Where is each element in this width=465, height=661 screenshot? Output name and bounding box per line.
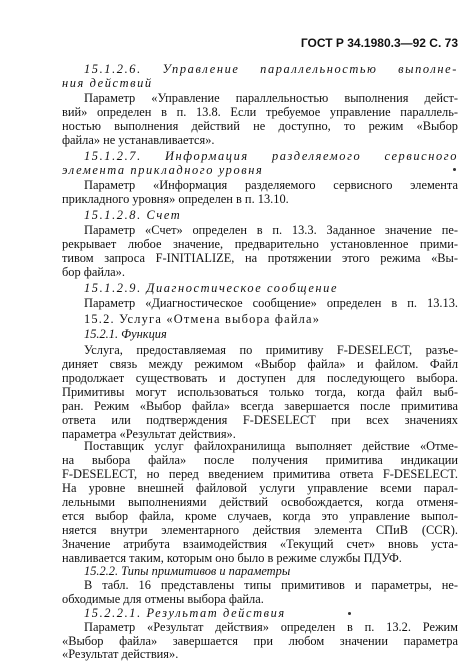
paragraph-line: Значение атрибута взаимодействия «Текущий счет» вновь уста-	[62, 537, 458, 551]
paragraph-line: Параметр «Счет» определен в п. 13.3. Заданное значение пе-	[84, 223, 458, 237]
print-speck	[453, 168, 456, 171]
paragraph-line: тивом запроса F-INITIALIZE, на протяжении этого режима «Вы-	[62, 251, 458, 265]
paragraph-line: Параметр «Управление параллельностью выполнения дейст-	[84, 91, 458, 105]
paragraph-line: рекрывает любое значение, предварительно установленное прими-	[62, 237, 458, 251]
paragraph-line: На уровне внешней файловой услуги управление всеми парал-	[62, 481, 458, 495]
heading-15-1-2-6: 15.1.2.6. Управление параллельностью выполне-	[84, 62, 458, 76]
heading-15-1-2-8: 15.1.2.8. Счет	[84, 208, 182, 222]
paragraph-line: F-DESELECT, но перед введением примитива ответа F-DESELECT.	[62, 467, 458, 481]
paragraph-line: вий» определен в п. 13.8. Если требуемое управление параллель-	[62, 105, 458, 119]
paragraph-line: на выбора файла» после получения примитива индикации	[62, 453, 458, 467]
paragraph-line: прикладного уровня» определен в п. 13.10.	[62, 192, 289, 206]
paragraph-line: Параметр «Диагностическое сообщение» определен в п. 13.13.	[84, 296, 458, 310]
paragraph-line: бор файла».	[62, 265, 125, 279]
paragraph-line: ностью выполнения действий не доступно, то режим «Выбор	[62, 119, 458, 133]
heading-15-2-2: 15.2.2. Типы примитивов и параметры	[84, 564, 291, 578]
paragraph-line: ответа или подтверждения F-DESELECT при всех значениях	[62, 413, 458, 427]
paragraph-line: Услуга, предоставляемая по примитиву F-DESELECT, разъе-	[84, 343, 458, 357]
paragraph-line: В табл. 16 представлены типы примитивов и параметры, не-	[84, 578, 458, 592]
paragraph-line: Примитивы могут использоваться только тогда, когда файл выб-	[62, 385, 458, 399]
paragraph-line: лельными выполнениями действий освобождается, когда отменя-	[62, 495, 458, 509]
paragraph-line: «Выбор файла» завершается при любом значении параметра	[62, 634, 458, 648]
heading-15-2-1: 15.2.1. Функция	[84, 327, 167, 341]
paragraph-line: ран. Режим «Выбор файла» всегда завершается после примитива	[62, 399, 458, 413]
paragraph-line: Параметр «Результат действия» определен в п. 13.2. Режим	[84, 620, 458, 634]
paragraph-line: продолжает существовать и доступен для последующего выбора.	[62, 371, 458, 385]
paragraph-line: параметра «Результат действия».	[62, 427, 236, 441]
paragraph-line: обходимые для отмены выбора файла.	[62, 592, 264, 606]
heading-15-1-2-7: 15.1.2.7. Информация разделяемого сервисного	[84, 149, 458, 163]
paragraph-line: диняет связь между режимом «Выбор файла» и файлом. Файл	[62, 357, 458, 371]
paragraph-line: ется выбор файла, кроме случаев, когда это управление выпол-	[62, 509, 458, 523]
heading-15-1-2-9: 15.1.2.9. Диагностическое сообщение	[84, 281, 339, 295]
page-header: ГОСТ Р 34.1980.3—92 С. 73	[300, 36, 458, 50]
paragraph-line: няется внутри элементарного действия элемента СПиВ (CCR).	[62, 523, 458, 537]
paragraph-line: Параметр «Информация разделяемого сервисного элемента	[84, 178, 458, 192]
paragraph-line: «Результат действия».	[62, 647, 179, 661]
heading-15-1-2-7-cont: элемента прикладного уровня	[62, 163, 264, 177]
paragraph-line: Поставщик услуг файлохранилища выполняет действие «Отме-	[84, 439, 458, 453]
print-speck	[348, 612, 351, 615]
paragraph-line: навливается таким, которым оно было в режиме службы ПДУФ.	[62, 551, 402, 565]
heading-15-1-2-6-cont: ния действий	[62, 76, 153, 90]
section-heading-15-2: 15.2. Услуга «Отмена выбора файла»	[84, 312, 321, 326]
paragraph-line: файла» не устанавливается».	[62, 133, 215, 147]
heading-15-2-2-1: 15.2.2.1. Результат действия	[84, 606, 286, 620]
